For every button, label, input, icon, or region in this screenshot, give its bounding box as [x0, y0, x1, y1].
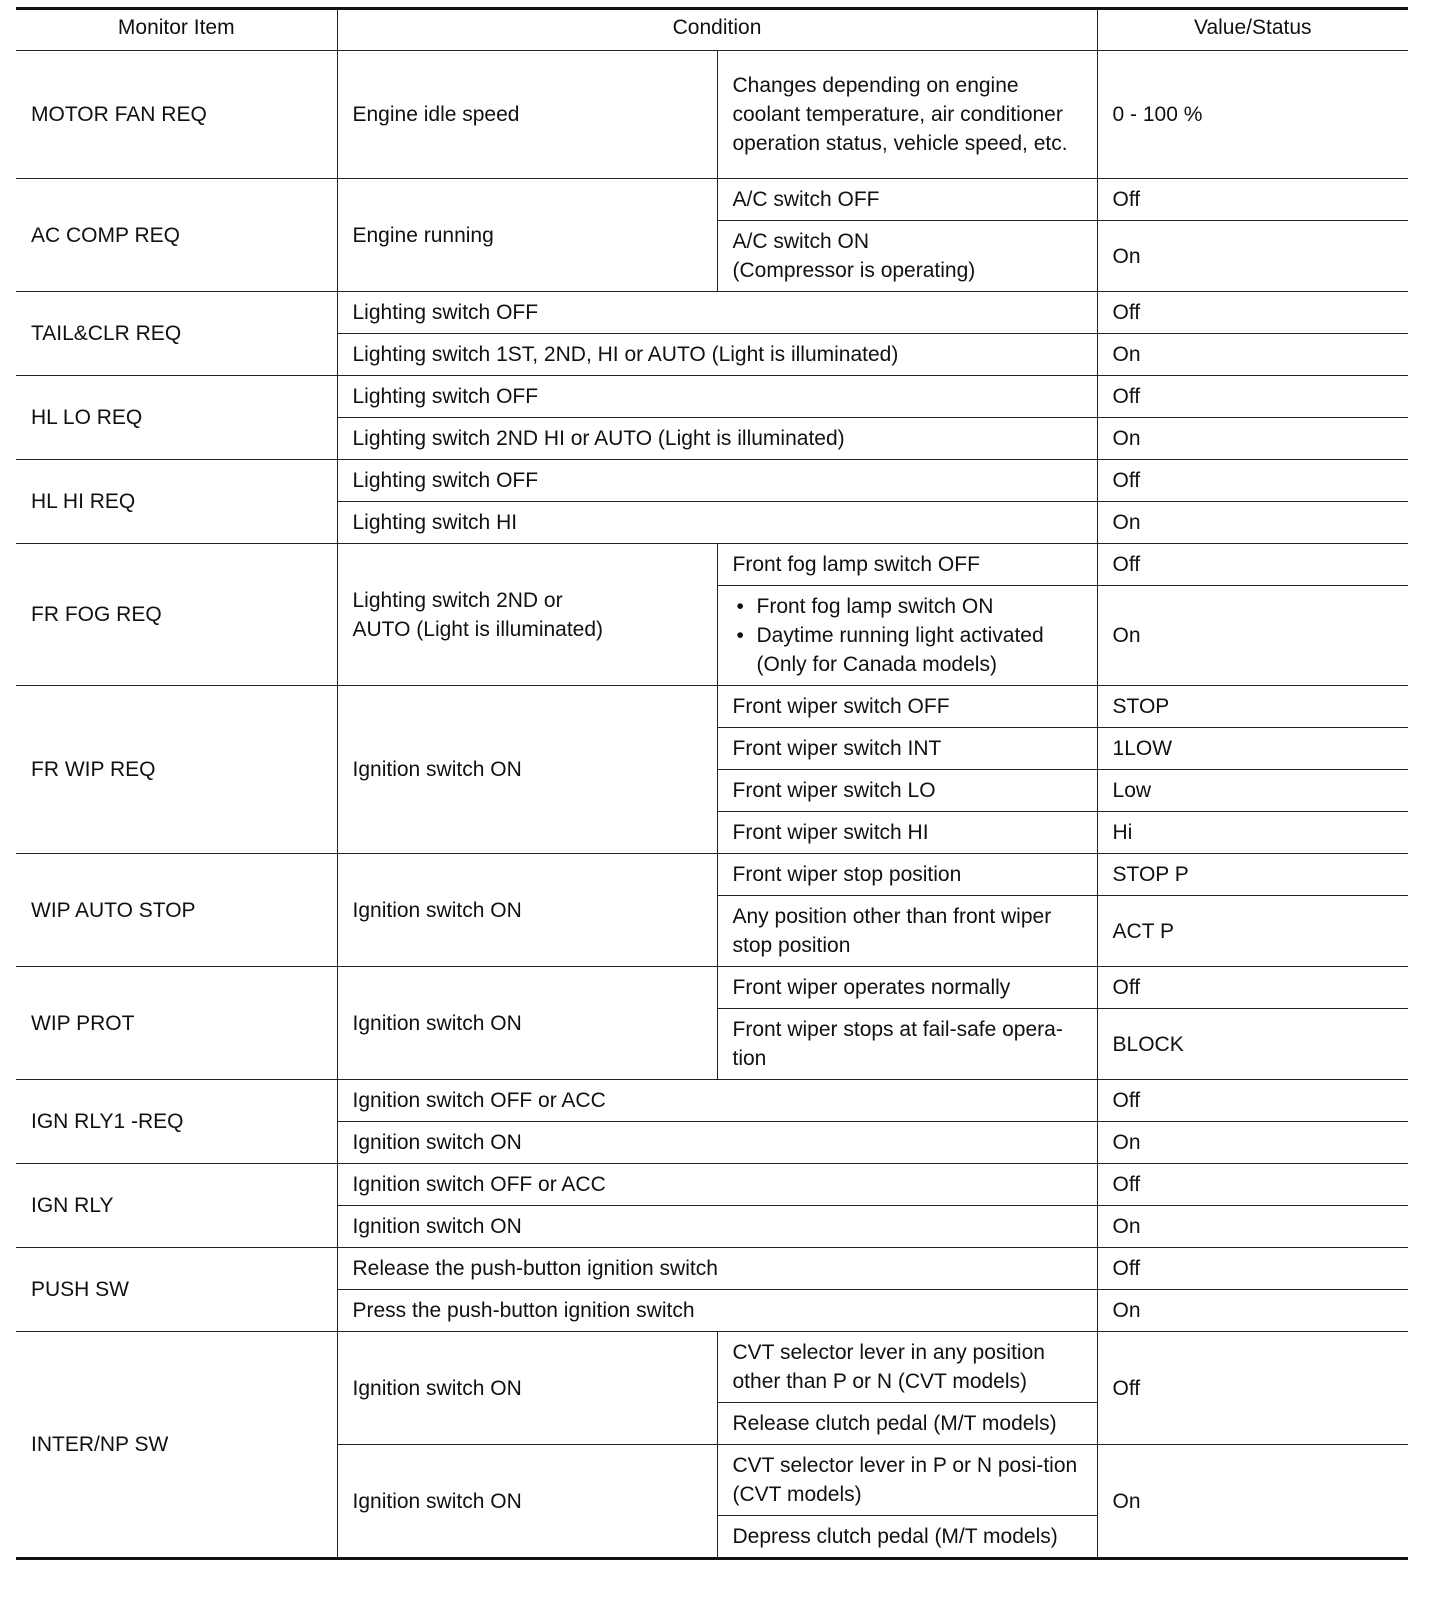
table-row: [16, 686, 1408, 728]
monitor-item-cell: FR WIP REQ: [16, 686, 337, 854]
bullet-list: [733, 592, 1083, 679]
table-row: [16, 1332, 1408, 1403]
sub-condition-cell: Release clutch pedal (M/T models): [717, 1403, 1097, 1445]
monitor-item-cell: INTER/NP SW: [16, 1332, 337, 1559]
sub-condition-cell: Front wiper stop position: [717, 854, 1097, 896]
value-cell: Off: [1097, 460, 1408, 502]
condition-cell: Ignition switch ON: [337, 967, 717, 1080]
sub-condition-cell: Front wiper stops at fail-safe opera-tion: [717, 1009, 1097, 1080]
value-cell: BLOCK: [1097, 1009, 1408, 1080]
condition-cell: Engine idle speed: [337, 51, 717, 179]
monitor-item-cell: MOTOR FAN REQ: [16, 51, 337, 179]
sub-condition-cell: Front wiper operates normally: [717, 967, 1097, 1009]
sub-condition-cell: Any position other than front wiper stop position: [717, 896, 1097, 967]
table-row: [16, 544, 1408, 586]
condition-cell: Release the push-button ignition switch: [337, 1248, 1097, 1290]
condition-cell: Ignition switch ON: [337, 686, 717, 854]
monitor-item-cell: HL HI REQ: [16, 460, 337, 544]
value-cell: ACT P: [1097, 896, 1408, 967]
condition-cell: Lighting switch 1ST, 2ND, HI or AUTO (Light is illuminated): [337, 334, 1097, 376]
table-row: [16, 460, 1408, 502]
table-row: [16, 1164, 1408, 1206]
monitor-item-cell: HL LO REQ: [16, 376, 337, 460]
monitor-item-cell: IGN RLY1 -REQ: [16, 1080, 337, 1164]
value-cell: Low: [1097, 770, 1408, 812]
monitor-item-table: [16, 7, 1408, 1560]
condition-cell: Ignition switch ON: [337, 1122, 1097, 1164]
sub-condition-line: (Compressor is operating): [732, 259, 976, 282]
value-cell: On: [1097, 1445, 1408, 1559]
monitor-item-cell: FR FOG REQ: [16, 544, 337, 686]
condition-cell: Press the push-button ignition switch: [337, 1290, 1097, 1332]
condition-cell: Lighting switch OFF: [337, 460, 1097, 502]
condition-cell: Ignition switch ON: [337, 1332, 717, 1445]
sub-condition-cell: Depress clutch pedal (M/T models): [717, 1516, 1097, 1559]
monitor-item-cell: WIP AUTO STOP: [16, 854, 337, 967]
value-cell: Off: [1097, 1164, 1408, 1206]
sub-condition-cell: Front wiper switch INT: [717, 728, 1097, 770]
sub-condition-line: A/C switch ON: [732, 230, 870, 253]
condition-cell: [337, 544, 717, 686]
condition-cell: Lighting switch OFF: [337, 376, 1097, 418]
bullet-item: • Daytime running light activated (Only for Canada models): [733, 621, 1083, 679]
value-cell: On: [1097, 1206, 1408, 1248]
value-cell: STOP P: [1097, 854, 1408, 896]
value-cell: Off: [1097, 1332, 1408, 1445]
value-cell: On: [1097, 418, 1408, 460]
monitor-item-cell: PUSH SW: [16, 1248, 337, 1332]
table-header-row: [16, 9, 1408, 51]
header-monitor-item: Monitor Item: [16, 9, 337, 51]
sub-condition-cell: Front wiper switch LO: [717, 770, 1097, 812]
value-cell: Off: [1097, 179, 1408, 221]
value-cell: Off: [1097, 1248, 1408, 1290]
table-row: [16, 967, 1408, 1009]
value-cell: Off: [1097, 967, 1408, 1009]
condition-cell: Engine running: [337, 179, 717, 292]
monitor-item-cell: IGN RLY: [16, 1164, 337, 1248]
value-cell: On: [1097, 586, 1408, 686]
value-cell: Off: [1097, 544, 1408, 586]
sub-condition-cell: CVT selector lever in P or N posi-tion (CVT models): [717, 1445, 1097, 1516]
value-cell: On: [1097, 1290, 1408, 1332]
condition-line: AUTO (Light is illuminated): [352, 617, 604, 641]
sub-condition-cell: [717, 586, 1097, 686]
table-row: [16, 376, 1408, 418]
sub-condition-cell: Changes depending on engine coolant temperature, air conditioner operation status, vehicle speed, etc.: [717, 51, 1097, 179]
table-row: [16, 51, 1408, 179]
condition-line: Lighting switch 2ND or: [352, 588, 563, 612]
sub-condition-cell: Front wiper switch HI: [717, 812, 1097, 854]
bullet-item: • Front fog lamp switch ON: [733, 592, 1083, 621]
value-cell: On: [1097, 221, 1408, 292]
value-cell: Off: [1097, 1080, 1408, 1122]
value-cell: 1LOW: [1097, 728, 1408, 770]
sub-condition-cell: [717, 221, 1097, 292]
value-cell: Hi: [1097, 812, 1408, 854]
table-row: [16, 1080, 1408, 1122]
header-condition: Condition: [337, 9, 1097, 51]
table-row: [16, 854, 1408, 896]
value-cell: On: [1097, 502, 1408, 544]
sub-condition-cell: A/C switch OFF: [717, 179, 1097, 221]
header-value-status: Value/Status: [1097, 9, 1408, 51]
table-row: [16, 292, 1408, 334]
monitor-item-cell: TAIL&CLR REQ: [16, 292, 337, 376]
condition-cell: Lighting switch 2ND HI or AUTO (Light is illuminated): [337, 418, 1097, 460]
condition-cell: Lighting switch HI: [337, 502, 1097, 544]
monitor-item-cell: AC COMP REQ: [16, 179, 337, 292]
table-row: [16, 179, 1408, 221]
condition-cell: Ignition switch ON: [337, 1445, 717, 1559]
sub-condition-cell: CVT selector lever in any position other than P or N (CVT models): [717, 1332, 1097, 1403]
value-cell: Off: [1097, 292, 1408, 334]
condition-cell: Ignition switch ON: [337, 854, 717, 967]
condition-cell: Ignition switch ON: [337, 1206, 1097, 1248]
table-row: [16, 1248, 1408, 1290]
value-cell: On: [1097, 1122, 1408, 1164]
value-cell: Off: [1097, 376, 1408, 418]
condition-cell: Ignition switch OFF or ACC: [337, 1164, 1097, 1206]
condition-cell: Lighting switch OFF: [337, 292, 1097, 334]
condition-cell: Ignition switch OFF or ACC: [337, 1080, 1097, 1122]
sub-condition-cell: Front fog lamp switch OFF: [717, 544, 1097, 586]
value-cell: On: [1097, 334, 1408, 376]
monitor-item-cell: WIP PROT: [16, 967, 337, 1080]
sub-condition-cell: Front wiper switch OFF: [717, 686, 1097, 728]
value-cell: 0 - 100 %: [1097, 51, 1408, 179]
value-cell: STOP: [1097, 686, 1408, 728]
